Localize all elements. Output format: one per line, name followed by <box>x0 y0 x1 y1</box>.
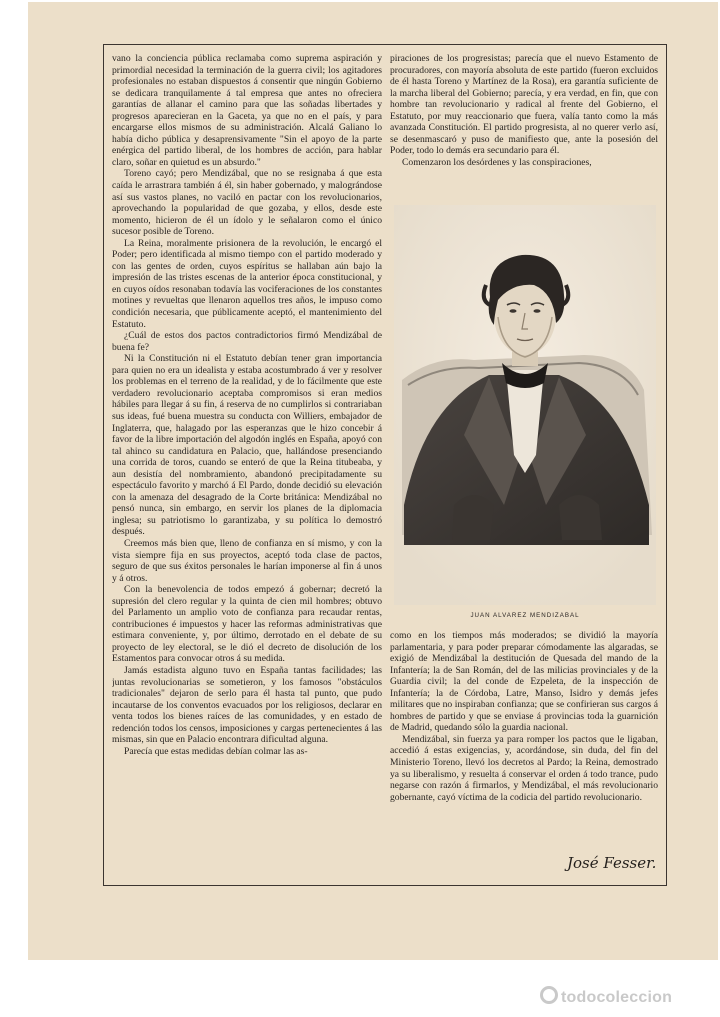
watermark-text: todocoleccion <box>561 989 673 1006</box>
paragraph: piraciones de los progresistas; parecía que el nuevo Estamento de procuradores, con mayoría absoluta de este partido (fueron excluidos de él hasta Toreno y Martínez de la Rosa), era garantía suficiente de la marcha liberal del Gobierno; parecía, y era verdad, en fin, que con hombre tan revolucionario y radical al frente del Gobierno, el Estatuto, por muy reaccionario que fuera, valía tanto como la más avanzada Constitución. El partido progresista, al no querer verlo así, se desenmascaró y puso de manifiesto que, ante la posesión del Poder, todo lo demás era secundario para él. <box>390 53 658 157</box>
paragraph: Mendizábal, sin fuerza ya para romper los pactos que le ligaban, accedió á estas exigencias, y, acordándose, sin duda, del fin del Ministerio Toreno, llevó los decretos al Pardo; la Reina, demostrado ya su liberalismo, y resuelta á conservar el orden á todo trance, pudo negarse con razón á firmarlos, y Mendizábal, el más revolucionario gobernante, cayó víctima de la codicia del partido revolucionario. <box>390 733 658 803</box>
paragraph: Comenzaron los desórdenes y las conspiraciones, <box>402 156 592 168</box>
article-column-right-bottom <box>390 630 658 848</box>
paragraph: Ni la Constitución ni el Estatuto debían tener gran importancia para quien no era un idealista y estaba acostumbrado á ver y resolver los problemas en el terreno de la realidad, y de lo fácilmente que este verdadero revolucionario aceptaba compromisos si eran medios hábiles para llegar á su fin, á reserva de no cumplirlos si contrariaban sus ideas, fué buena muestra su conducta con Williers, embajador de Inglaterra, que, halagado por las esperanzas que le hizo concebir á favor de la libre importación del algodón inglés en España, apoyó con tal ahinco su candidatura en Palacio, que, hallándose presenciando una corrida de toros, cuando se enteró de que la Reina titubeaba, y aun desistía del nombramiento, abandonó precipitadamente su espectáculo favorito y marchó á El Pardo, donde decidió su elevación con la amenaza del desagrado de la Corte británica: Mendizábal no pensó nunca, sin embargo, en servir los planes de la diplomacia inglesa; su patriotismo lo garantizaba, y su política lo demostró después. <box>112 353 382 538</box>
portrait-caption: JUAN ALVAREZ MENDIZABAL <box>470 612 580 619</box>
article-column-left <box>112 53 382 881</box>
watermark-logo-icon <box>540 986 558 1004</box>
article-column-right-top <box>390 53 658 193</box>
paragraph: vano la conciencia pública reclamaba como suprema aspiración y primordial necesidad la terminación de la guerra civil; los agitadores profesionales no estaban dispuestos á consentir que ningún Gobierno se dedicara tranquilamente á tal empresa que antes no ofreciera garantías de allanar el camino para que las soñadas libertades y progresos aparecieran en la Gaceta, ya que no en el país, y para encargarse ellos mismos de su administración. Alcalá Galiano lo había dicho pública y desaprensivamente "Sin el apoyo de la parte enérgica del partido liberal, de los hombres de acción, para hablar claro, soñar en quietud es un absurdo." <box>112 53 382 168</box>
paragraph: La Reina, moralmente prisionera de la revolución, le encargó el Poder; pero identificada al mismo tiempo con el partido moderado y con las gentes de orden, cuyos espíritus se hallaban aún bajo la impresión de las tristes escenas de la anterior época constitucional, y en cuyos oídos resonaban todavía las vociferaciones de los constantes motines y revueltas que llenaron aquellos tres años, le impuso como condición necesaria, que públicamente aceptó, el mantenimiento del Estatuto. <box>112 237 382 330</box>
paragraph: Con la benevolencia de todos empezó á gobernar; decretó la supresión del clero regular y la quinta de cien mil hombres; obtuvo del Parlamento un amplio voto de confianza para recaudar rentas, contribuciones é impuestos y hacer las reformas administrativas que estimara conveniente, y, por último, derrotado en el debate de su proyecto de ley electoral, se le dió el decreto de disolución de los Estamentos para convocar otros á su medida. <box>112 584 382 665</box>
portrait-image <box>394 205 656 605</box>
paragraph: Jamás estadista alguno tuvo en España tantas facilidades; las juntas revolucionarias se sometieron, y los famosos "obstáculos tradicionales" dejaron de serlo para él hasta tal punto, que pudo incautarse de los conventos evacuados por los religiosos, declarar en venta todos los bienes raíces de las comunidades, y en estado de redención todos los censos, imposiciones y cargas pertenecientes á las mismas, sin que en Palacio encontrara dificultad alguna. <box>112 664 382 746</box>
paragraph: ¿Cuál de estos dos pactos contradictorios firmó Mendizábal de buena fe? <box>112 330 382 353</box>
paragraph: como en los tiempos más moderados; se dividió la mayoría parlamentaria, y para poder preparar cómodamente las algaradas, se exigió de Mendizábal la destitución de Quesada del mando de la Infantería; la de San Román, del de las milicias provinciales y de la Guardia civil; la del conde de Ezpeleta, de la inspección de Infantería; la de Córdoba, Latre, Manso, Isidro y demás jefes militares que no inspiraban confianza; que se confirieran sus cargos á hombres de partido y que se enviase á provincias toda la guarnición de Madrid, quedando sólo la guardia nacional. <box>390 630 658 734</box>
paragraph: Toreno cayó; pero Mendizábal, que no se resignaba á que esta caída le arrastrara también á él, sin haber gobernado, y malográndose así sus vastos planes, no vaciló en pactar con los revolucionarios, aprovechando la popularidad de que gozaba, y ellos, desde este momento, hicieron de él un ídolo y le señalaron como el único sucesor posible de Toreno. <box>112 168 382 238</box>
author-signature: José Fesser. <box>567 854 657 872</box>
paragraph: Parecía que estas medidas debían colmar las as- <box>124 745 308 757</box>
paragraph: Creemos más bien que, lleno de confianza en sí mismo, y con la vista siempre fija en sus proyectos, aceptó toda clase de pactos, seguro de que sus éxitos personales le harían imponerse al fin á unos y á otros. <box>112 537 382 584</box>
watermark <box>540 986 672 1007</box>
